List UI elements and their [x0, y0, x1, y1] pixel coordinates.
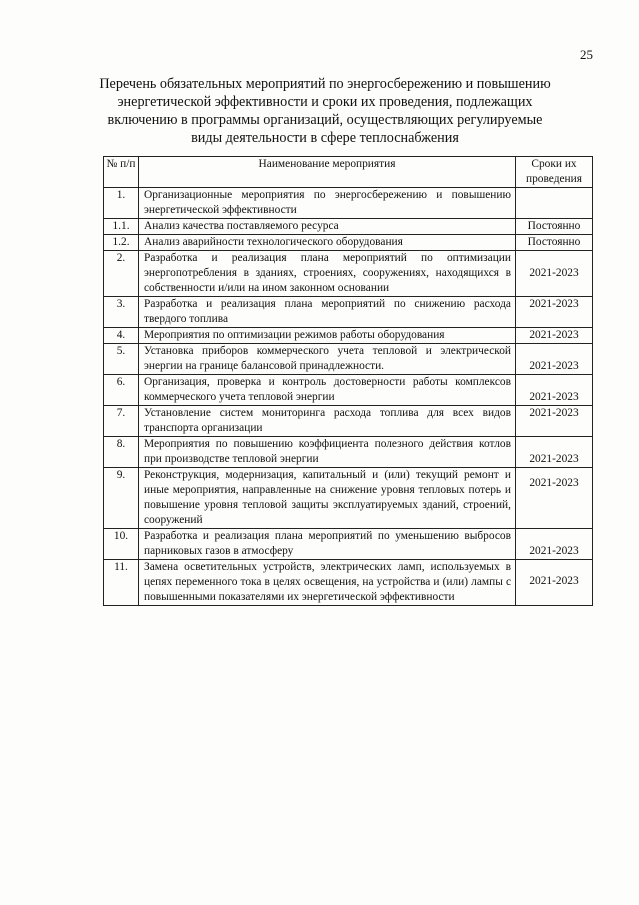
row-name: Разработка и реализация плана мероприятий по оптимизации энергопотребления в зданиях, строениях, сооружениях, находящихся в собственности и/или на ином законном основании [139, 251, 516, 297]
row-term: 2021-2023 [516, 297, 593, 328]
header-name: Наименование мероприятия [139, 157, 516, 188]
row-term: Постоянно [516, 235, 593, 251]
table-row [104, 328, 593, 344]
title-line: энергетической эффективности и сроки их проведения, подлежащих [117, 94, 533, 110]
row-num: 4. [104, 328, 139, 344]
table-header-row [104, 157, 593, 188]
measures-table [103, 156, 593, 606]
row-term: 2021-2023 [516, 560, 593, 606]
table-row [104, 529, 593, 560]
row-num: 10. [104, 529, 139, 560]
table-row [104, 188, 593, 219]
row-term: Постоянно [516, 219, 593, 235]
title-line: включению в программы организаций, осуществляющих регулируемые [107, 112, 543, 128]
table-row [104, 560, 593, 606]
row-term: 2021-2023 [516, 375, 593, 406]
row-term: 2021-2023 [516, 251, 593, 297]
table-row [104, 344, 593, 375]
row-name: Анализ аварийности технологического оборудования [139, 235, 516, 251]
row-name: Мероприятия по повышению коэффициента полезного действия котлов при производстве тепловой энергии [139, 437, 516, 468]
table-row [104, 468, 593, 529]
row-num: 8. [104, 437, 139, 468]
row-name: Анализ качества поставляемого ресурса [139, 219, 516, 235]
row-name: Реконструкция, модернизация, капитальный и (или) текущий ремонт и иные мероприятия, направленные на снижение уровня тепловых потерь и повышение уровня тепловой защиты эксплуатируемых зданий, строений, сооружений [139, 468, 516, 529]
row-term [516, 188, 593, 219]
table-row [104, 437, 593, 468]
row-num: 7. [104, 406, 139, 437]
row-num: 9. [104, 468, 139, 529]
row-name: Установление систем мониторинга расхода топлива для всех видов транспорта организации [139, 406, 516, 437]
table-row [104, 235, 593, 251]
row-term: 2021-2023 [516, 328, 593, 344]
row-term: 2021-2023 [516, 437, 593, 468]
row-name: Организационные мероприятия по энергосбережению и повышению энергетической эффективности [139, 188, 516, 219]
row-term: 2021-2023 [516, 344, 593, 375]
table-row [104, 251, 593, 297]
row-name: Организация, проверка и контроль достоверности работы комплексов коммерческого учета тепловой энергии [139, 375, 516, 406]
row-term: 2021-2023 [516, 468, 593, 529]
table-row [104, 375, 593, 406]
row-num: 6. [104, 375, 139, 406]
row-num: 5. [104, 344, 139, 375]
row-name: Разработка и реализация плана мероприятий по уменьшению выбросов парниковых газов в атмосферу [139, 529, 516, 560]
row-name: Разработка и реализация плана мероприятий по снижению расхода твердого топлива [139, 297, 516, 328]
row-num: 11. [104, 560, 139, 606]
row-name: Замена осветительных устройств, электрических ламп, используемых в цепях переменного тока в целях освещения, на устройства и (или) лампы с повышенными показателями их энергетической эффективности [139, 560, 516, 606]
row-term: 2021-2023 [516, 406, 593, 437]
title-line: виды деятельности в сфере теплоснабжения [191, 130, 459, 146]
header-num: № п/п [104, 157, 139, 188]
row-num: 2. [104, 251, 139, 297]
table-row [104, 219, 593, 235]
row-num: 1.2. [104, 235, 139, 251]
row-name: Установка приборов коммерческого учета тепловой и электрической энергии на границе балансовой принадлежности. [139, 344, 516, 375]
table-row [104, 406, 593, 437]
row-num: 3. [104, 297, 139, 328]
row-num: 1. [104, 188, 139, 219]
page-number: 25 [580, 47, 593, 62]
table-row [104, 297, 593, 328]
row-num: 1.1. [104, 219, 139, 235]
header-term: Сроки их проведения [516, 157, 593, 188]
row-name: Мероприятия по оптимизации режимов работы оборудования [139, 328, 516, 344]
row-term: 2021-2023 [516, 529, 593, 560]
title-line: Перечень обязательных мероприятий по энергосбережению и повышению [99, 76, 551, 92]
document-title [90, 75, 560, 147]
